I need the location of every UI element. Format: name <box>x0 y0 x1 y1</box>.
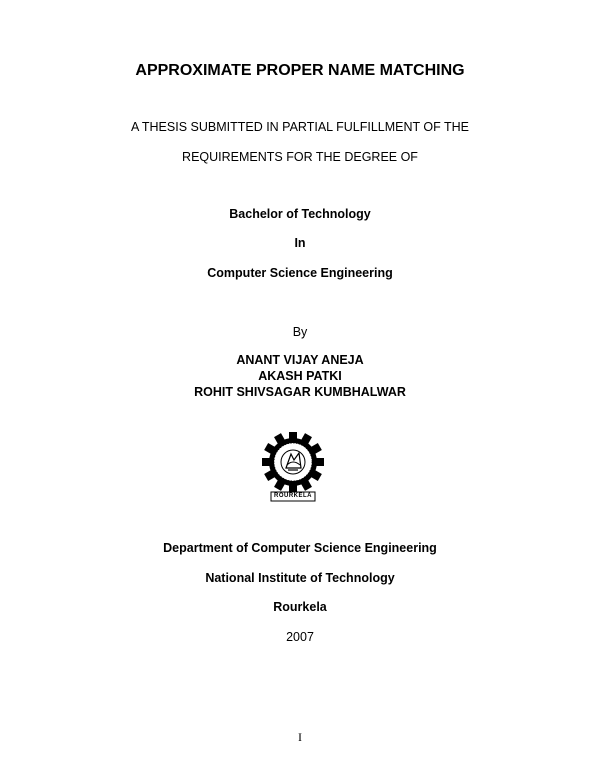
thesis-title: APPROXIMATE PROPER NAME MATCHING <box>135 62 465 79</box>
submission-statement-line-1: A THESIS SUBMITTED IN PARTIAL FULFILLMENT OF THE <box>130 120 470 134</box>
author-name: ROHIT SHIVSAGAR KUMBHALWAR <box>194 385 406 399</box>
page-number: I <box>298 730 302 744</box>
institute-emblem-icon <box>260 432 326 504</box>
year: 2007 <box>286 630 314 644</box>
department-name: Department of Computer Science Engineering <box>163 541 437 555</box>
by-label: By <box>292 325 308 339</box>
city-name: Rourkela <box>273 600 327 614</box>
author-name: ANANT VIJAY ANEJA <box>236 353 364 367</box>
in-label: In <box>294 236 306 250</box>
gear-emblem <box>262 432 324 493</box>
degree-name: Bachelor of Technology <box>229 207 371 221</box>
field-of-study: Computer Science Engineering <box>207 266 393 280</box>
author-name: AKASH PATKI <box>258 369 342 383</box>
submission-statement-line-2: REQUIREMENTS FOR THE DEGREE OF <box>182 150 418 164</box>
logo-caption: ROURKELA <box>274 493 312 499</box>
institute-name: National Institute of Technology <box>205 571 395 585</box>
